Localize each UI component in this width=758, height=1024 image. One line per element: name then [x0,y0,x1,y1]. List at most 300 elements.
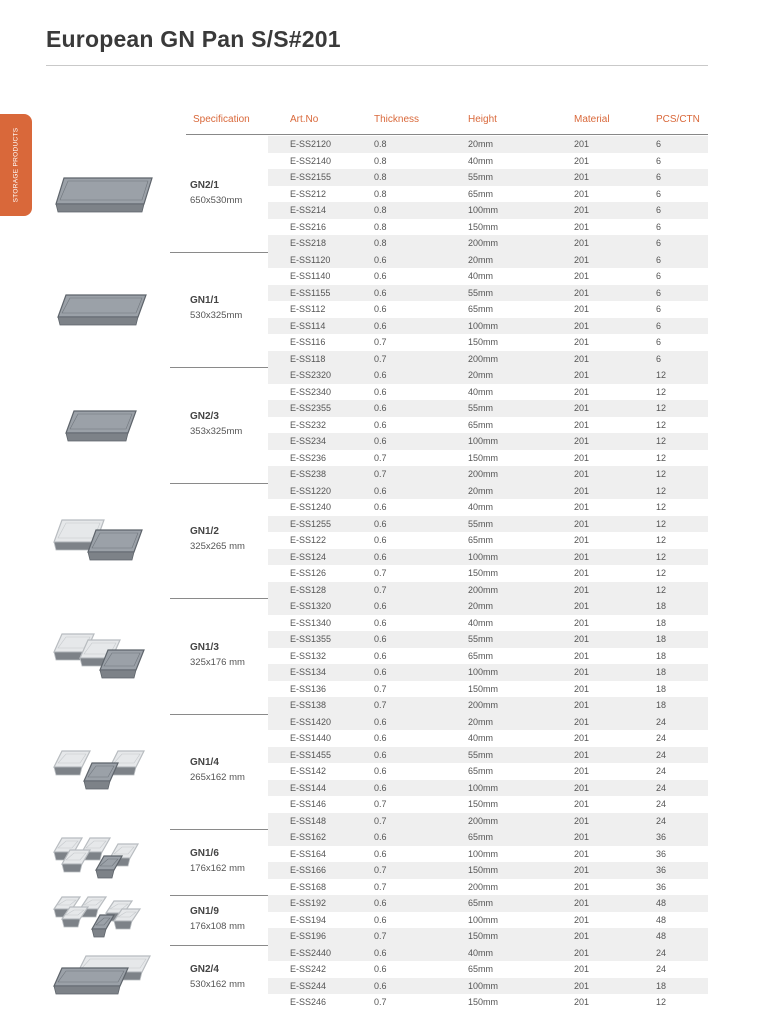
pcs-ctn-cell: 18 [656,601,667,611]
spec-group [0,945,758,1011]
thickness-cell: 0.6 [374,832,387,842]
table-row [268,351,708,368]
pcs-ctn-cell: 36 [656,832,667,842]
table-row [268,136,708,153]
material-cell: 201 [574,304,590,314]
thickness-cell: 0.6 [374,848,387,859]
thickness-cell: 0.6 [374,271,387,281]
material-cell: 201 [574,683,590,694]
art-no-cell: E-SS2155 [290,172,332,182]
height-cell: 65mm [468,304,494,314]
table-row [268,615,708,632]
thickness-cell: 0.6 [374,403,387,413]
pcs-ctn-cell: 48 [656,914,667,925]
art-no-cell: E-SS1320 [290,601,332,611]
art-no-cell: E-SS164 [290,848,327,859]
height-cell: 20mm [468,139,494,149]
gn-pan-2-4-image [52,952,156,1009]
table-row [268,499,708,516]
material-cell: 201 [574,815,590,826]
page-title: European GN Pan S/S#201 [46,26,341,52]
pcs-ctn-cell: 12 [656,436,667,446]
spec-group [0,367,758,483]
thickness-cell: 0.6 [374,634,387,644]
table-row [268,400,708,417]
pcs-ctn-cell: 24 [656,815,667,826]
thickness-cell: 0.6 [374,749,387,760]
side-tab-label: STORAGE PRODUCTS [12,127,20,203]
spec-size: 650x530mm [190,194,243,206]
thickness-cell: 0.7 [374,997,387,1007]
art-no-cell: E-SS122 [290,535,327,545]
spec-name: GN1/3 [190,641,219,653]
art-no-cell: E-SS168 [290,881,327,892]
gn-pan-2-1-image [52,168,156,225]
pcs-ctn-cell: 24 [656,964,667,974]
art-no-cell: E-SS138 [290,700,327,710]
height-cell: 40mm [468,386,494,397]
material-cell: 201 [574,452,590,463]
thickness-cell: 0.6 [374,782,387,793]
material-cell: 201 [574,419,590,430]
thickness-cell: 0.7 [374,452,387,463]
table-row [268,532,708,549]
pcs-ctn-cell: 36 [656,865,667,875]
pcs-ctn-cell: 24 [656,799,667,809]
art-no-cell: E-SS234 [290,436,327,446]
header-thickness: Thickness [374,114,420,125]
table-row [268,961,708,978]
art-no-cell: E-SS238 [290,469,327,479]
thickness-cell: 0.6 [374,254,387,265]
height-cell: 200mm [468,353,499,364]
height-cell: 55mm [468,749,494,760]
pcs-ctn-cell: 6 [656,287,662,298]
art-no-cell: E-SS2440 [290,947,332,958]
art-no-cell: E-SS1120 [290,254,331,265]
table-row [268,945,708,962]
table-row [268,763,708,780]
table-row [268,549,708,566]
pcs-ctn-cell: 24 [656,749,667,760]
pcs-ctn-cell: 18 [656,700,667,710]
height-cell: 150mm [468,568,499,578]
material-cell: 201 [574,931,590,941]
gn-pan-1-9-image [52,895,156,952]
table-row [268,433,708,450]
height-cell: 65mm [468,419,494,430]
material-cell: 201 [574,535,590,545]
thickness-cell: 0.8 [374,205,387,215]
thickness-cell: 0.7 [374,931,387,941]
art-no-cell: E-SS144 [290,782,327,793]
height-cell: 40mm [468,617,494,628]
thickness-cell: 0.6 [374,518,387,529]
thickness-cell: 0.6 [374,436,387,446]
gn-pan-1-3-image [52,630,156,687]
table-row [268,780,708,797]
thickness-cell: 0.6 [374,601,387,611]
pcs-ctn-cell: 12 [656,568,667,578]
height-cell: 100mm [468,667,499,677]
material-cell: 201 [574,584,590,595]
height-cell: 150mm [468,799,499,809]
material-cell: 201 [574,271,590,281]
table-row [268,895,708,912]
header-divider [186,134,708,135]
art-no-cell: E-SS146 [290,799,327,809]
table-row [268,862,708,879]
table-row [268,202,708,219]
thickness-cell: 0.6 [374,898,387,908]
thickness-cell: 0.8 [374,238,387,248]
art-no-cell: E-SS166 [290,865,327,875]
pcs-ctn-cell: 6 [656,221,662,232]
art-no-cell: E-SS1155 [290,287,331,298]
material-cell: 201 [574,601,590,611]
material-cell: 201 [574,749,590,760]
height-cell: 65mm [468,766,494,776]
material-cell: 201 [574,980,590,991]
art-no-cell: E-SS212 [290,188,327,199]
height-cell: 40mm [468,733,494,743]
material-cell: 201 [574,320,590,331]
pcs-ctn-cell: 18 [656,634,667,644]
spec-size: 530x162 mm [190,978,245,990]
material-cell: 201 [574,337,590,347]
pcs-ctn-cell: 12 [656,485,667,496]
material-cell: 201 [574,502,590,512]
material-cell: 201 [574,667,590,677]
height-cell: 150mm [468,337,499,347]
header-material: Material [574,114,610,125]
gn-pan-2-3-image [52,399,156,456]
table-row [268,846,708,863]
art-no-cell: E-SS236 [290,452,327,463]
pcs-ctn-cell: 18 [656,617,667,628]
art-no-cell: E-SS1255 [290,518,332,529]
thickness-cell: 0.6 [374,502,387,512]
art-no-cell: E-SS132 [290,650,327,661]
table-row [268,450,708,467]
material-cell: 201 [574,634,590,644]
material-cell: 201 [574,469,590,479]
material-cell: 201 [574,617,590,628]
table-row [268,318,708,335]
art-no-cell: E-SS1220 [290,485,332,496]
height-cell: 55mm [468,403,494,413]
table-row [268,648,708,665]
thickness-cell: 0.6 [374,551,387,562]
art-no-cell: E-SS1355 [290,634,332,644]
art-no-cell: E-SS218 [290,238,327,248]
thickness-cell: 0.8 [374,188,387,199]
thickness-cell: 0.6 [374,304,387,314]
height-cell: 200mm [468,469,499,479]
material-cell: 201 [574,188,590,199]
height-cell: 150mm [468,997,499,1007]
height-cell: 65mm [468,535,494,545]
height-cell: 55mm [468,172,494,182]
gn-pan-1-6-image [52,836,156,893]
thickness-cell: 0.7 [374,865,387,875]
height-cell: 65mm [468,964,494,974]
height-cell: 55mm [468,634,494,644]
material-cell: 201 [574,155,590,166]
height-cell: 100mm [468,914,499,925]
spec-group [0,483,758,599]
material-cell: 201 [574,485,590,496]
height-cell: 20mm [468,601,494,611]
spec-name: GN2/3 [190,410,219,422]
height-cell: 200mm [468,700,499,710]
pcs-ctn-cell: 48 [656,898,667,908]
spec-group [0,136,758,252]
header-pcs-ctn: PCS/CTN [656,114,700,125]
art-no-cell: E-SS1240 [290,502,332,512]
height-cell: 150mm [468,452,499,463]
material-cell: 201 [574,370,590,380]
material-cell: 201 [574,403,590,413]
height-cell: 150mm [468,931,499,941]
thickness-cell: 0.6 [374,964,387,974]
table-row [268,879,708,896]
pcs-ctn-cell: 18 [656,980,667,991]
table-row [268,169,708,186]
pcs-ctn-cell: 36 [656,848,667,859]
table-row [268,334,708,351]
material-cell: 201 [574,238,590,248]
pcs-ctn-cell: 12 [656,551,667,562]
height-cell: 150mm [468,865,499,875]
pcs-ctn-cell: 24 [656,716,667,727]
pcs-ctn-cell: 12 [656,419,667,430]
height-cell: 55mm [468,518,494,529]
table-row [268,153,708,170]
material-cell: 201 [574,205,590,215]
thickness-cell: 0.6 [374,320,387,331]
material-cell: 201 [574,139,590,149]
material-cell: 201 [574,914,590,925]
material-cell: 201 [574,436,590,446]
height-cell: 100mm [468,205,499,215]
pcs-ctn-cell: 18 [656,667,667,677]
height-cell: 100mm [468,551,499,562]
table-row [268,978,708,995]
material-cell: 201 [574,172,590,182]
table-row [268,219,708,236]
material-cell: 201 [574,832,590,842]
pcs-ctn-cell: 12 [656,370,667,380]
spec-name: GN2/1 [190,179,219,191]
table-row [268,466,708,483]
table-row [268,598,708,615]
height-cell: 65mm [468,188,494,199]
table-row [268,384,708,401]
pcs-ctn-cell: 6 [656,271,662,281]
table-row [268,994,708,1011]
pcs-ctn-cell: 18 [656,683,667,694]
art-no-cell: E-SS2320 [290,370,332,380]
thickness-cell: 0.6 [374,914,387,925]
material-cell: 201 [574,799,590,809]
pcs-ctn-cell: 6 [656,188,662,199]
material-cell: 201 [574,848,590,859]
spec-group [0,895,758,945]
art-no-cell: E-SS246 [290,997,327,1007]
art-no-cell: E-SS148 [290,815,327,826]
pcs-ctn-cell: 36 [656,881,667,892]
pcs-ctn-cell: 24 [656,947,667,958]
thickness-cell: 0.6 [374,485,387,496]
art-no-cell: E-SS142 [290,766,327,776]
material-cell: 201 [574,898,590,908]
art-no-cell: E-SS114 [290,320,326,331]
table-row [268,664,708,681]
header-art-no: Art.No [290,114,319,125]
pcs-ctn-cell: 6 [656,139,662,149]
table-row [268,928,708,945]
material-cell: 201 [574,766,590,776]
thickness-cell: 0.7 [374,469,387,479]
art-no-cell: E-SS1420 [290,716,332,727]
pcs-ctn-cell: 48 [656,931,667,941]
material-cell: 201 [574,221,590,232]
spec-name: GN1/1 [190,295,219,307]
thickness-cell: 0.6 [374,716,387,727]
art-no-cell: E-SS2120 [290,139,332,149]
art-no-cell: E-SS192 [290,898,327,908]
table-row [268,730,708,747]
art-no-cell: E-SS1340 [290,617,332,628]
thickness-cell: 0.8 [374,221,387,232]
height-cell: 20mm [468,485,494,496]
spec-size: 325x265 mm [190,541,245,553]
spec-name: GN1/4 [190,757,219,769]
art-no-cell: E-SS194 [290,914,327,925]
pcs-ctn-cell: 12 [656,403,667,413]
thickness-cell: 0.7 [374,584,387,595]
table-row [268,714,708,731]
art-no-cell: E-SS242 [290,964,327,974]
spec-size: 176x108 mm [190,920,245,932]
thickness-cell: 0.6 [374,980,387,991]
material-cell: 201 [574,551,590,562]
material-cell: 201 [574,865,590,875]
height-cell: 40mm [468,502,494,512]
gn-pan-1-1-image [52,283,156,340]
pcs-ctn-cell: 24 [656,733,667,743]
material-cell: 201 [574,964,590,974]
height-cell: 20mm [468,254,494,265]
pcs-ctn-cell: 6 [656,205,662,215]
thickness-cell: 0.7 [374,568,387,578]
material-cell: 201 [574,733,590,743]
material-cell: 201 [574,518,590,529]
height-cell: 200mm [468,584,499,595]
table-row [268,483,708,500]
table-row [268,252,708,269]
height-cell: 200mm [468,238,499,248]
table-row [268,796,708,813]
art-no-cell: E-SS1140 [290,271,331,281]
pcs-ctn-cell: 6 [656,155,662,166]
pcs-ctn-cell: 6 [656,353,662,364]
pcs-ctn-cell: 12 [656,997,667,1007]
material-cell: 201 [574,782,590,793]
pcs-ctn-cell: 12 [656,518,667,529]
thickness-cell: 0.7 [374,799,387,809]
height-cell: 20mm [468,716,494,727]
material-cell: 201 [574,716,590,727]
spec-size: 353x325mm [190,425,243,437]
spec-size: 176x162 mm [190,863,245,874]
art-no-cell: E-SS128 [290,584,327,595]
table-row [268,912,708,929]
art-no-cell: E-SS1455 [290,749,332,760]
art-no-cell: E-SS2140 [290,155,332,166]
pcs-ctn-cell: 12 [656,452,667,463]
spec-group [0,252,758,368]
art-no-cell: E-SS118 [290,353,326,364]
thickness-cell: 0.7 [374,353,387,364]
spec-size: 325x176 mm [190,656,245,668]
thickness-cell: 0.6 [374,287,387,298]
thickness-cell: 0.7 [374,700,387,710]
pcs-ctn-cell: 18 [656,650,667,661]
thickness-cell: 0.7 [374,683,387,694]
table-row [268,565,708,582]
pcs-ctn-cell: 12 [656,584,667,595]
thickness-cell: 0.8 [374,155,387,166]
pcs-ctn-cell: 12 [656,535,667,545]
material-cell: 201 [574,287,590,298]
table-row [268,268,708,285]
height-cell: 200mm [468,815,499,826]
table-row [268,697,708,714]
height-cell: 150mm [468,221,499,232]
thickness-cell: 0.6 [374,386,387,397]
table-row [268,631,708,648]
art-no-cell: E-SS126 [290,568,327,578]
thickness-cell: 0.6 [374,419,387,430]
height-cell: 65mm [468,832,494,842]
table-row [268,516,708,533]
art-no-cell: E-SS116 [290,337,326,347]
height-cell: 200mm [468,881,499,892]
thickness-cell: 0.6 [374,650,387,661]
thickness-cell: 0.6 [374,535,387,545]
thickness-cell: 0.6 [374,370,387,380]
material-cell: 201 [574,881,590,892]
pcs-ctn-cell: 6 [656,320,662,331]
art-no-cell: E-SS112 [290,304,326,314]
table-row [268,235,708,252]
thickness-cell: 0.7 [374,337,387,347]
art-no-cell: E-SS134 [290,667,327,677]
height-cell: 40mm [468,947,494,958]
material-cell: 201 [574,700,590,710]
art-no-cell: E-SS1440 [290,733,332,743]
pcs-ctn-cell: 12 [656,469,667,479]
table-row [268,813,708,830]
spec-size: 530x325mm [190,310,243,322]
material-cell: 201 [574,386,590,397]
thickness-cell: 0.6 [374,667,387,677]
art-no-cell: E-SS136 [290,683,327,694]
material-cell: 201 [574,568,590,578]
height-cell: 55mm [468,287,494,298]
